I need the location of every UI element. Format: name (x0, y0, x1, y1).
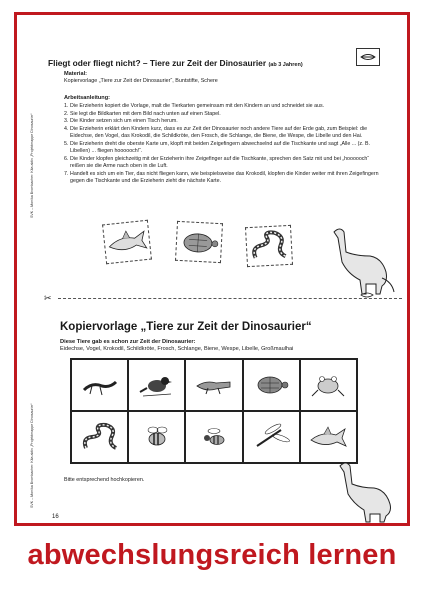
dinosaur-illustration-bottom (334, 458, 398, 524)
scissors-icon: ✂ (44, 293, 52, 303)
step-item: 4. Die Erzieherin erklärt den Kindern kurz, dass es zur Zeit der Dinosaurier noch andere Tiere auf der Erde gab, zum Beispiel: die Eidechse, den Vogel, das Krokodil, die Schildkröte, den Frosch, die Schlange, die Biene, die Wespe, die Libelle und den Hai. (64, 125, 368, 139)
material-text: Kopiervorlage „Tiere zur Zeit der Dinosaurier“, Buntstifte, Schere (64, 78, 218, 84)
instruction-steps (64, 103, 382, 186)
cut-line (58, 298, 402, 299)
card-shark (102, 220, 152, 265)
grid-cell (243, 359, 300, 411)
age-label: (ab 3 Jahren) (268, 62, 303, 68)
shark-icon (308, 420, 348, 454)
wasp-icon (194, 420, 234, 454)
page-number: 16 (52, 514, 59, 520)
card-snake (245, 225, 293, 267)
activity-title (48, 58, 348, 68)
salamander-icon (80, 368, 120, 402)
activity-title-text: Fliegt oder fliegt nicht? – Tiere zur Zeit der Dinosaurier (48, 58, 267, 68)
grid-cell (300, 411, 357, 463)
copy-template-subtitle: Diese Tiere gab es schon zur Zeit der Dinosaurier: (60, 339, 196, 345)
copy-template-title: Kopiervorlage „Tiere zur Zeit der Dinosaurier“ (60, 321, 312, 333)
dinosaur-illustration-top (326, 222, 396, 296)
sidebar-credit-top: SVK – Monika Brombacher: Kita aktiv „Projektmappe Dinosaurier“ (30, 113, 34, 218)
copy-note: Bitte entsprechend hochkopieren. (64, 477, 145, 483)
snake-icon (246, 226, 292, 266)
grid-cell (300, 359, 357, 411)
lips-icon (356, 48, 380, 66)
step-item: 6. Die Kinder klopfen gleichzeitig mit der Erzieherin ihre Zeigefinger auf die Tischkante, sprechen den Satz mit und bei „hoooooch“ reißen sie die Arme nach oben in die Luft. (64, 155, 370, 169)
sidebar-credit-bottom: SVK – Monika Brombacher: Kita aktiv „Projektmappe Dinosaurier“ (30, 403, 34, 508)
animal-list: Eidechse, Vogel, Krokodil, Schildkröte, Frosch, Schlange, Biene, Wespe, Libelle, Großmaulhai (60, 346, 294, 352)
turtle-icon (176, 222, 222, 262)
card-turtle (175, 221, 223, 263)
grid-cell (71, 411, 128, 463)
material-label: Material: (64, 71, 88, 77)
grid-cell (185, 359, 242, 411)
bird-icon (137, 368, 177, 402)
turtle-icon (251, 368, 291, 402)
grid-cell (71, 359, 128, 411)
step-item: 2. Sie legt die Bildkarten mit dem Bild nach unten auf einen Stapel. (64, 110, 221, 117)
grid-cell (128, 359, 185, 411)
animal-grid (70, 358, 358, 464)
dragonfly-icon (251, 420, 291, 454)
brand-slogan: abwechslungsreich lernen (27, 539, 397, 571)
lips-icon-small (360, 290, 374, 302)
snake-icon (80, 420, 120, 454)
grid-cell (243, 411, 300, 463)
grid-cell (128, 411, 185, 463)
crocodile-icon (194, 368, 234, 402)
instructions-label: Arbeitsanleitung: (64, 95, 110, 101)
step-item: 1. Die Erzieherin kopiert die Vorlage, malt die Tierkarten gemeinsam mit den Kindern an und schneidet sie aus. (64, 103, 325, 109)
step-item: 3. Die Kinder setzen sich um einen Tisch herum. (64, 118, 178, 124)
frog-icon (308, 368, 348, 402)
bee-icon (137, 420, 177, 454)
step-item: 7. Handelt es sich um ein Tier, das nicht fliegen kann, wie beispielsweise das Krokodil, klopfen die Kinder weiter mit ihren Zeigefingern gegen die Tischkante und die Erzieherin zieht die nächste Karte. (64, 170, 379, 184)
grid-cell (185, 411, 242, 463)
step-item: 5. Die Erzieherin dreht die oberste Karte um, klopft mit beiden Zeigefingern abwechselnd auf die Tischkante und sagt „Alle ... (z. B. Libellen) ... fliegen hoooooch!“. (64, 140, 371, 154)
shark-icon (103, 221, 151, 263)
